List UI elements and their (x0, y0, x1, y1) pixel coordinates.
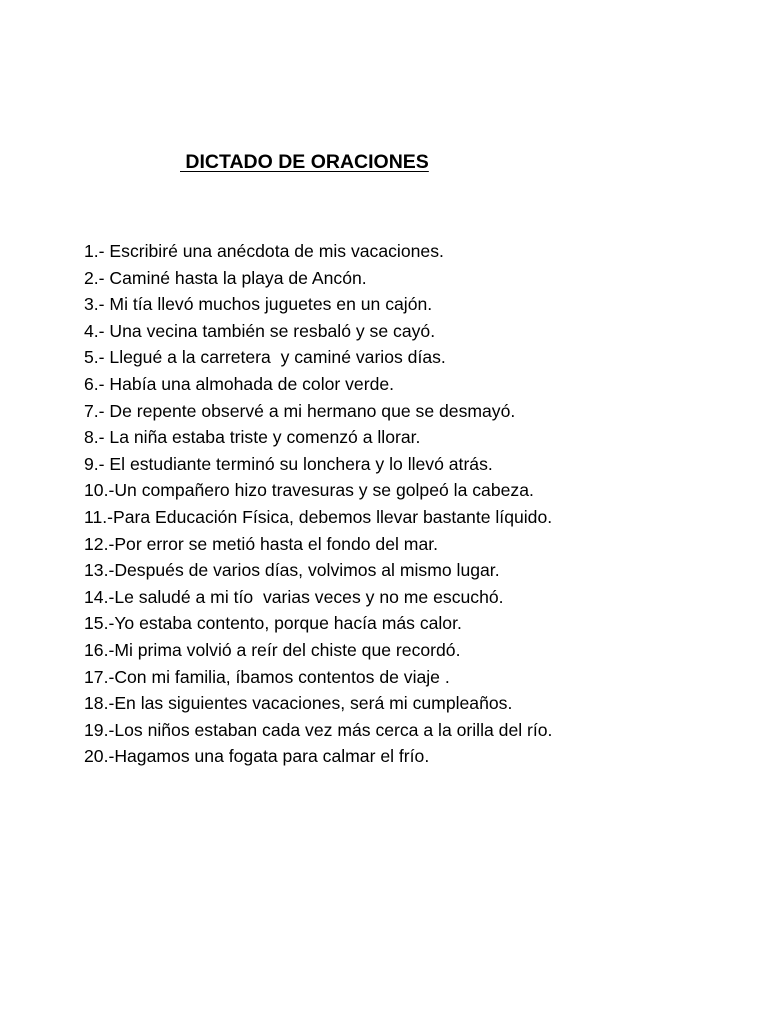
sentence-13: 13.-Después de varios días, volvimos al mismo lugar. (84, 560, 500, 581)
sentence-6: 6.- Había una almohada de color verde. (84, 373, 395, 394)
sentence-12: 12.-Por error se metió hasta el fondo del mar. (84, 533, 439, 554)
sentence-5: 5.- Llegué a la carretera y caminé varios días. (84, 347, 446, 368)
sentence-18: 18.-En las siguientes vacaciones, será mi cumpleaños. (84, 693, 513, 714)
sentence-7: 7.- De repente observé a mi hermano que se desmayó. (84, 400, 516, 421)
sentence-11: 11.-Para Educación Física, debemos llevar bastante líquido. (84, 506, 553, 527)
sentence-9: 9.- El estudiante terminó su lonchera y lo llevó atrás. (84, 453, 493, 474)
sentence-4: 4.- Una vecina también se resbaló y se cayó. (84, 320, 436, 341)
sentence-8: 8.- La niña estaba triste y comenzó a llorar. (84, 427, 421, 448)
sentence-17: 17.-Con mi familia, íbamos contentos de viaje . (84, 666, 450, 687)
sentence-list (84, 238, 552, 770)
sentence-2: 2.- Caminé hasta la playa de Ancón. (84, 267, 367, 288)
sentence-16: 16.-Mi prima volvió a reír del chiste que recordó. (84, 639, 461, 660)
sentence-14: 14.-Le saludé a mi tío varias veces y no me escuchó. (84, 586, 504, 607)
sentence-15: 15.-Yo estaba contento, porque hacía más calor. (84, 613, 462, 634)
sentence-20: 20.-Hagamos una fogata para calmar el frío. (84, 746, 430, 767)
sentence-19: 19.-Los niños estaban cada vez más cerca a la orilla del río. (84, 719, 553, 740)
sentence-10: 10.-Un compañero hizo travesuras y se golpeó la cabeza. (84, 480, 534, 501)
sentence-1: 1.- Escribiré una anécdota de mis vacaciones. (84, 241, 444, 261)
document-title: DICTADO DE ORACIONES (180, 151, 429, 173)
sentence-3: 3.- Mi tía llevó muchos juguetes en un cajón. (84, 294, 433, 315)
